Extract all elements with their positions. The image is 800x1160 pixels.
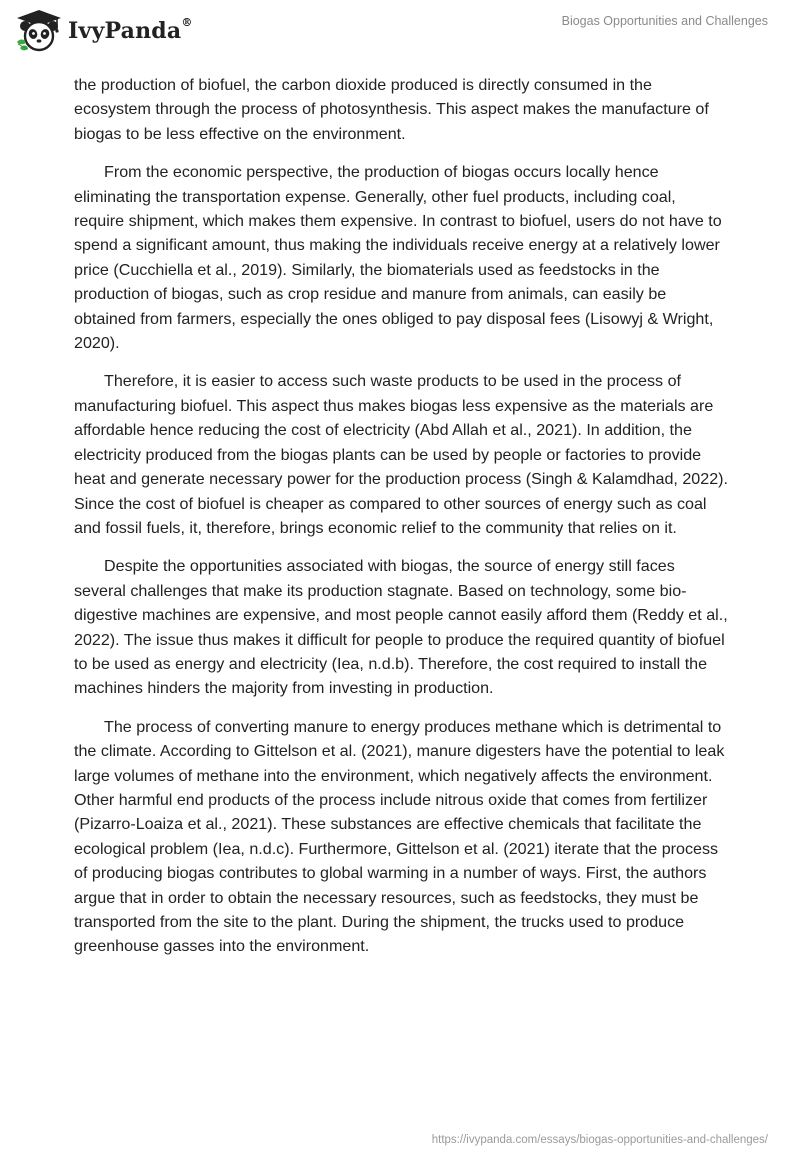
page-header bbox=[0, 0, 800, 70]
paragraph: The process of converting manure to energy produces methane which is detrimental to the climate. According to Gittelson et al. (2021), manure digesters have the potential to leak large volumes of methane into the environment, which negatively affects the environment. Other harmful end products of the process include nitrous oxide that comes from fertilizer (Pizarro-Loaiza et al., 2021). These substances are effective chemicals that facilitate the ecological problem (Iea, n.d.c). Furthermore, Gittelson et al. (2021) iterate that the process of producing biogas contributes to global warming in a number of ways. First, the authors argue that in order to obtain the necessary resources, such as feedstocks, they must be transported from the site to the plant. During the shipment, the trucks used to produce greenhouse gasses into the environment. bbox=[74, 717, 725, 956]
paragraph-continued: the production of biofuel, the carbon dioxide produced is directly consumed in the ecosystem through the process of photosynthesis. This aspect makes the manufacture of biogas to be less effective on the environment. bbox=[74, 76, 709, 143]
ivypanda-logo[interactable] bbox=[14, 8, 193, 54]
source-url[interactable]: https://ivypanda.com/essays/biogas-opportunities-and-challenges/ bbox=[431, 1134, 768, 1146]
brand-name: IvyPanda® bbox=[68, 16, 193, 44]
paragraph: Therefore, it is easier to access such waste products to be used in the process of manufacturing biofuel. This aspect thus makes biogas less expensive as the materials are affordable hence reducing the cost of electricity (Abd Allah et al., 2021). In addition, the electricity produced from the biogas plants can be used by people or factories to provide heat and generate necessary power for the production process (Singh & Kalamdhad, 2022). Since the cost of biofuel is cheaper as compared to other sources of energy such as coal and fossil fuels, it, therefore, brings economic relief to the community that relies on it. bbox=[74, 372, 728, 537]
registered-mark: ® bbox=[181, 16, 193, 29]
panda-graduate-icon bbox=[14, 8, 64, 54]
paragraph: Despite the opportunities associated with biogas, the source of energy still faces several challenges that make its production stagnate. Based on technology, some bio-digestive machines are expensive, and most people cannot easily afford them (Reddy et al., 2022). The issue thus makes it difficult for people to produce the required quantity of biofuel to be used as energy and electricity (Iea, n.d.b). Therefore, the cost required to install the machines hinders the majority from investing in production. bbox=[74, 557, 728, 698]
paragraph: From the economic perspective, the production of biogas occurs locally hence eliminating the transportation expense. Generally, other fuel products, including coal, require shipment, which makes them expensive. In contrast to biofuel, users do not have to spend a significant amount, thus making the individuals receive energy at a relatively lower price (Cucchiella et al., 2019). Similarly, the biomaterials used as feedstocks in the production of biogas, such as crop residue and manure from animals, can easily be obtained from farmers, especially the ones obliged to pay disposal fees (Lisowyj & Wright, 2020). bbox=[74, 163, 722, 353]
running-title: Biogas Opportunities and Challenges bbox=[561, 14, 768, 28]
essay-body bbox=[74, 73, 728, 973]
